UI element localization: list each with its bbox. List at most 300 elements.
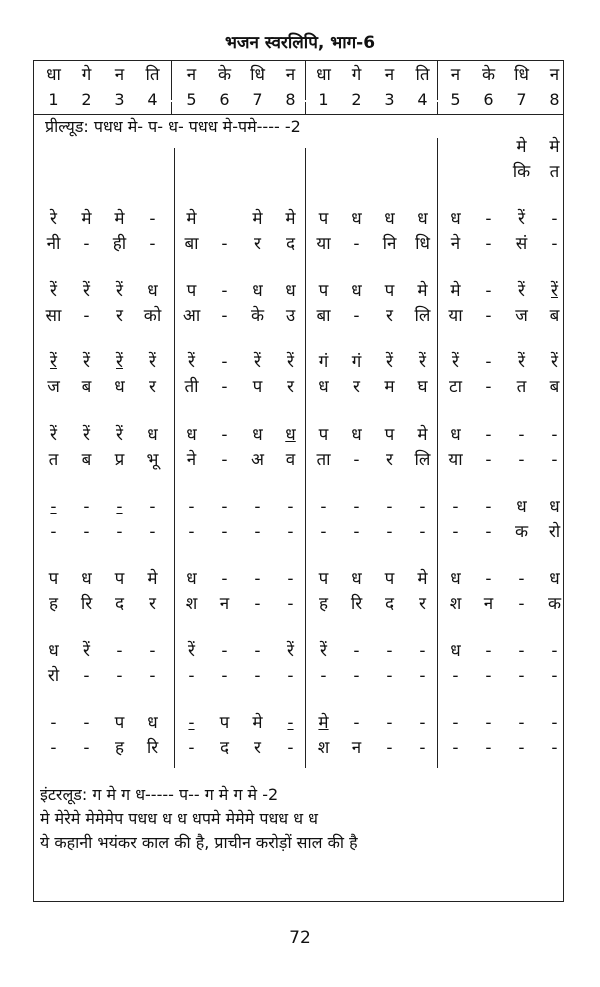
swara-note: प <box>186 281 197 301</box>
tala-bol: धि <box>250 65 265 85</box>
lyric-syllable: - <box>116 522 123 542</box>
swara-note: ध <box>285 281 296 301</box>
swara-note: - <box>287 713 294 733</box>
swara-note: - <box>386 641 393 661</box>
lyric-syllable: या <box>448 450 463 470</box>
lyric-syllable: त <box>48 450 59 470</box>
lyric-syllable: श <box>185 594 198 614</box>
swara-note: - <box>188 713 195 733</box>
swara-note: रें <box>83 352 90 372</box>
lyric-syllable: द <box>114 594 125 614</box>
page-number: 72 <box>289 928 311 948</box>
swara-note: - <box>188 497 195 517</box>
lyric-syllable: ने <box>450 234 461 254</box>
tala-beat: 2 <box>351 90 362 109</box>
lyric-syllable: उ <box>285 306 296 326</box>
swara-note: रें <box>83 641 90 661</box>
swara-note: - <box>149 209 156 229</box>
lyric-syllable: द <box>219 738 230 758</box>
swara-note: ध <box>450 425 461 445</box>
swara-note: - <box>551 209 558 229</box>
swara-note: ध <box>48 641 59 661</box>
lyric-syllable: नि <box>382 234 397 254</box>
swara-note: - <box>419 641 426 661</box>
tala-beat: 8 <box>285 90 296 109</box>
lyric-syllable: - <box>254 522 261 542</box>
tala-bol: न <box>285 65 296 85</box>
lyric-syllable: र <box>149 594 156 614</box>
swara-note: ध <box>351 209 362 229</box>
lyric-syllable: बा <box>184 234 199 254</box>
swara-note: - <box>116 497 123 517</box>
swara-note: मे <box>516 137 527 157</box>
lyric-syllable: - <box>287 738 294 758</box>
lyric-syllable: - <box>254 594 261 614</box>
swara-note: ध <box>450 569 461 589</box>
lyric-syllable: ब <box>81 450 92 470</box>
lyric-syllable: - <box>320 666 327 686</box>
swara-note: - <box>485 425 492 445</box>
lyric-syllable: र <box>386 306 393 326</box>
page-title: भजन स्वरलिपि, भाग-6 <box>224 33 376 53</box>
swara-note: - <box>419 713 426 733</box>
lyric-syllable: भू <box>146 450 159 470</box>
section-divider-1 <box>171 60 172 100</box>
header-divider <box>33 114 564 115</box>
lyric-syllable: - <box>386 666 393 686</box>
swara-note: - <box>551 713 558 733</box>
lyric-syllable: - <box>518 450 525 470</box>
lyric-syllable: - <box>485 306 492 326</box>
tala-bol: गे <box>81 65 92 85</box>
tala-beat: 3 <box>384 90 395 109</box>
swara-note: ध <box>285 425 296 445</box>
lyric-syllable: ध <box>318 377 329 397</box>
lyric-syllable: रि <box>146 738 159 758</box>
lyric-syllable: - <box>485 234 492 254</box>
swara-note: ध <box>186 569 197 589</box>
lyric-syllable: धि <box>415 234 430 254</box>
swara-note: प <box>219 713 230 733</box>
lyric-syllable: आ <box>182 306 201 326</box>
lyric-syllable: क <box>547 594 562 614</box>
tala-bol: न <box>384 65 395 85</box>
swara-note: रें <box>386 352 393 372</box>
swara-note: रें <box>83 281 90 301</box>
lyric-syllable: ह <box>114 738 125 758</box>
lyric-syllable: - <box>485 522 492 542</box>
lyric-syllable: - <box>551 738 558 758</box>
swara-note: - <box>353 641 360 661</box>
tala-beat: 7 <box>516 90 527 109</box>
lyric-syllable: - <box>287 594 294 614</box>
swara-note: - <box>485 713 492 733</box>
interlude-swara-line: मे मेरेमे मेमेमेप पधध ध ध धपमे मेमेमे पधध ध ध <box>40 809 318 828</box>
swara-note: मे <box>549 137 560 157</box>
swara-note: ध <box>351 425 362 445</box>
swara-note: - <box>353 713 360 733</box>
lyric-syllable: - <box>485 450 492 470</box>
lyric-syllable: त <box>516 377 527 397</box>
swara-note: ध <box>516 497 527 517</box>
lyric-syllable: - <box>50 738 57 758</box>
lyric-syllable: रि <box>350 594 363 614</box>
lyric-syllable: श <box>449 594 462 614</box>
tala-bol: न <box>549 65 560 85</box>
swara-note: - <box>485 641 492 661</box>
lyric-syllable: व <box>285 450 296 470</box>
lyric-syllable: - <box>221 306 228 326</box>
lyric-syllable: - <box>353 450 360 470</box>
swara-note: ध <box>147 425 158 445</box>
swara-note: - <box>518 713 525 733</box>
swara-note: - <box>287 497 294 517</box>
swara-note: ध <box>384 209 395 229</box>
swara-note: मे <box>252 713 263 733</box>
lyric-syllable: - <box>353 522 360 542</box>
swara-note: - <box>485 281 492 301</box>
swara-note: ध <box>417 209 428 229</box>
swara-note: - <box>485 209 492 229</box>
swara-note: - <box>485 352 492 372</box>
lyric-syllable: - <box>221 450 228 470</box>
swara-note: मे <box>285 209 296 229</box>
tala-beat: 6 <box>483 90 494 109</box>
lyric-syllable: ह <box>318 594 329 614</box>
lyric-syllable: - <box>50 522 57 542</box>
swara-note: ध <box>351 569 362 589</box>
swara-note: ध <box>186 425 197 445</box>
swara-note: रें <box>254 352 261 372</box>
tala-bol: न <box>114 65 125 85</box>
lyric-syllable: - <box>353 234 360 254</box>
lyric-syllable: र <box>254 738 261 758</box>
lyric-syllable: - <box>452 522 459 542</box>
lyric-syllable: लि <box>414 450 431 470</box>
swara-note: - <box>452 497 459 517</box>
lyric-syllable: - <box>485 666 492 686</box>
tala-bol: धा <box>46 65 61 85</box>
swara-note: - <box>287 569 294 589</box>
lyric-syllable: - <box>419 666 426 686</box>
swara-note: प <box>384 569 395 589</box>
notation-frame <box>33 60 564 902</box>
swara-note: - <box>83 713 90 733</box>
swara-note: - <box>485 497 492 517</box>
swara-note: ध <box>252 425 263 445</box>
lyric-syllable: के <box>250 306 265 326</box>
swara-note: प <box>384 425 395 445</box>
lyric-syllable: द <box>285 234 296 254</box>
swara-note: मे <box>417 569 428 589</box>
swara-note: - <box>221 497 228 517</box>
lyric-syllable: म <box>384 377 395 397</box>
swara-note: रें <box>518 352 525 372</box>
lyric-syllable: र <box>419 594 426 614</box>
swara-note: प <box>114 713 125 733</box>
swara-note: - <box>518 641 525 661</box>
lyric-syllable: - <box>116 666 123 686</box>
swara-note: प <box>318 425 329 445</box>
swara-note: ध <box>549 569 560 589</box>
swara-note: - <box>116 641 123 661</box>
swara-note: मे <box>450 281 461 301</box>
swara-note: - <box>518 569 525 589</box>
lyric-syllable: या <box>448 306 463 326</box>
lyric-syllable: - <box>188 666 195 686</box>
lyric-syllable: - <box>551 450 558 470</box>
swara-note: ध <box>450 641 461 661</box>
swara-note: - <box>551 641 558 661</box>
lyric-syllable: अ <box>251 450 264 470</box>
lyric-syllable: ह <box>48 594 59 614</box>
swara-note: प <box>318 209 329 229</box>
lyric-syllable: या <box>316 234 331 254</box>
swara-note: - <box>386 497 393 517</box>
swara-note: प <box>384 281 395 301</box>
swara-note: मे <box>114 209 125 229</box>
interlude-line: इंटरलूड: ग मे ग ध----- प-- ग मे ग मे -2 <box>40 785 279 804</box>
lyric-syllable: - <box>485 738 492 758</box>
swara-note: प <box>48 569 59 589</box>
tala-bol: धा <box>316 65 331 85</box>
lyric-syllable: घ <box>417 377 428 397</box>
lyric-syllable: सं <box>515 234 528 254</box>
lyric-syllable: न <box>483 594 494 614</box>
lyric-syllable: - <box>287 522 294 542</box>
swara-note: रें <box>50 352 57 372</box>
lyric-syllable: कि <box>512 162 531 182</box>
swara-note: रें <box>83 425 90 445</box>
prelude-line: प्रील्यूड: पधध मे- प- ध- पधध मे-पमे---- -2 <box>45 117 301 136</box>
lyric-syllable: लि <box>414 306 431 326</box>
lyric-syllable: श <box>317 738 330 758</box>
swara-note: - <box>83 497 90 517</box>
swara-note: - <box>353 497 360 517</box>
tala-beat: 5 <box>186 90 197 109</box>
swara-note: रें <box>452 352 459 372</box>
lyric-syllable: को <box>143 306 162 326</box>
lyric-syllable: त <box>549 162 560 182</box>
lyric-syllable: - <box>419 522 426 542</box>
lyric-syllable: नी <box>46 234 61 254</box>
lyric-syllable: - <box>149 522 156 542</box>
swara-note: - <box>254 569 261 589</box>
swara-note: ध <box>450 209 461 229</box>
tala-bol: न <box>450 65 461 85</box>
lyric-syllable: ज <box>47 377 60 397</box>
lyric-syllable: - <box>452 666 459 686</box>
swara-note: रें <box>320 641 327 661</box>
lyric-syllable: - <box>83 234 90 254</box>
swara-note: रें <box>116 352 123 372</box>
lyric-syllable: - <box>419 738 426 758</box>
swara-note: - <box>386 713 393 733</box>
lyric-syllable: न <box>351 738 362 758</box>
swara-note: रे <box>50 209 57 229</box>
lyric-syllable: - <box>353 306 360 326</box>
swara-note: रें <box>287 641 294 661</box>
swara-note: रें <box>419 352 426 372</box>
tala-bol: धि <box>514 65 529 85</box>
lyric-syllable: ही <box>112 234 127 254</box>
swara-note: मे <box>186 209 197 229</box>
lyric-syllable: - <box>485 377 492 397</box>
lyric-syllable: - <box>149 666 156 686</box>
lyric-syllable: ध <box>114 377 125 397</box>
tala-bol: ति <box>145 65 160 85</box>
lyric-syllable: द <box>384 594 395 614</box>
swara-note: ध <box>549 497 560 517</box>
swara-note: मे <box>417 281 428 301</box>
lyric-syllable: - <box>83 666 90 686</box>
swara-note: रें <box>50 425 57 445</box>
swara-note: रें <box>188 352 195 372</box>
tala-beat: 4 <box>417 90 428 109</box>
lyric-syllable: र <box>353 377 360 397</box>
lyric-syllable: प <box>252 377 263 397</box>
interlude-lyrics-line: ये कहानी भयंकर काल की है, प्राचीन करोड़ों साल की है <box>40 833 358 852</box>
tala-bol: के <box>481 65 496 85</box>
tala-bol: गे <box>351 65 362 85</box>
swara-note: रें <box>149 352 156 372</box>
section-divider-1-lower <box>171 102 172 114</box>
lyric-syllable: रो <box>548 522 561 542</box>
lyric-syllable: रि <box>80 594 93 614</box>
swara-note: रें <box>188 641 195 661</box>
lyric-syllable: - <box>287 666 294 686</box>
lyric-syllable: - <box>452 738 459 758</box>
lyric-syllable: - <box>221 666 228 686</box>
lyric-syllable: र <box>386 450 393 470</box>
swara-note: मे <box>417 425 428 445</box>
swara-note: रें <box>287 352 294 372</box>
lyric-syllable: प्र <box>114 450 125 470</box>
swara-note: - <box>221 641 228 661</box>
swara-note: - <box>419 497 426 517</box>
swara-note: रें <box>551 281 558 301</box>
lyric-syllable: ता <box>316 450 331 470</box>
swara-note: ध <box>147 713 158 733</box>
tala-bol: के <box>217 65 232 85</box>
swara-note: - <box>221 569 228 589</box>
swara-note: - <box>254 641 261 661</box>
swara-note: प <box>318 569 329 589</box>
swara-note: मे <box>147 569 158 589</box>
swara-note: मे <box>318 713 329 733</box>
swara-note: रें <box>551 352 558 372</box>
swara-note: - <box>551 425 558 445</box>
swara-note: - <box>320 497 327 517</box>
swara-note: रें <box>116 281 123 301</box>
tala-beat: 2 <box>81 90 92 109</box>
swara-note: रें <box>518 209 525 229</box>
tala-beat: 6 <box>219 90 230 109</box>
lyric-syllable: ब <box>81 377 92 397</box>
tala-beat: 1 <box>318 90 329 109</box>
lyric-syllable: - <box>83 306 90 326</box>
lyric-syllable: क <box>514 522 529 542</box>
lyric-syllable: ब <box>549 377 560 397</box>
tala-beat: 5 <box>450 90 461 109</box>
lyric-syllable: - <box>221 234 228 254</box>
swara-note: गं <box>351 352 362 372</box>
swara-note: प <box>114 569 125 589</box>
swara-note: रें <box>518 281 525 301</box>
lyric-syllable: - <box>83 522 90 542</box>
swara-note: - <box>149 641 156 661</box>
swara-note: - <box>221 425 228 445</box>
lyric-syllable: - <box>221 522 228 542</box>
swara-note: ध <box>81 569 92 589</box>
lyric-syllable: - <box>353 666 360 686</box>
swara-note: मे <box>81 209 92 229</box>
swara-note: - <box>50 713 57 733</box>
lyric-syllable: - <box>386 522 393 542</box>
swara-note: ध <box>351 281 362 301</box>
lyric-syllable: - <box>83 738 90 758</box>
lyric-syllable: बा <box>316 306 331 326</box>
lyric-syllable: - <box>149 234 156 254</box>
lyric-syllable: - <box>188 738 195 758</box>
swara-note: रें <box>50 281 57 301</box>
lyric-syllable: - <box>518 666 525 686</box>
lyric-syllable: र <box>287 377 294 397</box>
swara-note: - <box>50 497 57 517</box>
swara-note: प <box>318 281 329 301</box>
swara-note: - <box>221 281 228 301</box>
lyric-syllable: ब <box>549 306 560 326</box>
lyric-syllable: न <box>219 594 230 614</box>
swara-note: - <box>149 497 156 517</box>
lyric-syllable: - <box>221 377 228 397</box>
lyric-syllable: - <box>254 666 261 686</box>
swara-note: - <box>254 497 261 517</box>
lyric-syllable: - <box>518 738 525 758</box>
tala-bol: न <box>186 65 197 85</box>
lyric-syllable: र <box>149 377 156 397</box>
lyric-syllable: ती <box>184 377 199 397</box>
tala-bol: ति <box>415 65 430 85</box>
lyric-syllable: - <box>551 234 558 254</box>
tala-beat: 8 <box>549 90 560 109</box>
lyric-syllable: - <box>188 522 195 542</box>
swara-note: - <box>221 352 228 372</box>
swara-note: रें <box>116 425 123 445</box>
lyric-syllable: सा <box>45 306 62 326</box>
swara-note: ध <box>147 281 158 301</box>
lyric-syllable: - <box>386 738 393 758</box>
tala-beat: 4 <box>147 90 158 109</box>
tala-beat: 1 <box>48 90 59 109</box>
swara-note: - <box>452 713 459 733</box>
lyric-syllable: - <box>518 594 525 614</box>
lyric-syllable: रो <box>47 666 60 686</box>
swara-note: - <box>485 569 492 589</box>
lyric-syllable: - <box>551 666 558 686</box>
lyric-syllable: र <box>116 306 123 326</box>
lyric-syllable: - <box>320 522 327 542</box>
lyric-syllable: टा <box>449 377 462 397</box>
swara-note: मे <box>252 209 263 229</box>
swara-note: ध <box>252 281 263 301</box>
swara-note: गं <box>318 352 329 372</box>
tala-beat: 7 <box>252 90 263 109</box>
lyric-syllable: ने <box>186 450 197 470</box>
lyric-syllable: ज <box>515 306 528 326</box>
swara-note: - <box>518 425 525 445</box>
tala-beat: 3 <box>114 90 125 109</box>
